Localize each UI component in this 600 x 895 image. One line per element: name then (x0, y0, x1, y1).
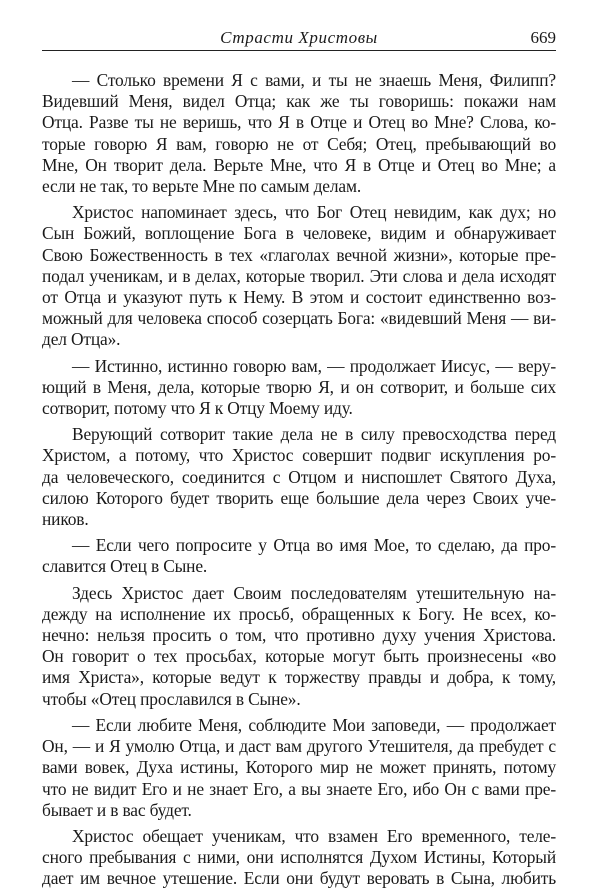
running-title: Страсти Христовы (220, 28, 378, 47)
paragraph (42, 535, 556, 577)
text-line: — Истинно, истинно говорю вам, — продолжает Иисус, — веру- (72, 355, 556, 376)
text-line: Свою Божественность в тех «глаголах вечной жизни», которые пре- (42, 244, 556, 265)
text-line: да человеческого, соединится с Отцом и ниспошлет Святого Духа, (42, 466, 556, 487)
paragraph (42, 583, 556, 710)
text-line: Мне, Он творит дела. Верьте Мне, что Я в Отце и Отец во Мне; а (42, 154, 556, 175)
book-page (42, 28, 556, 895)
text-line: — Если любите Меня, соблюдите Мои заповеди, — продолжает (72, 714, 556, 735)
paragraph (42, 424, 556, 530)
text-line: сотворит, потому что Я к Отцу Моему иду. (42, 398, 353, 419)
text-line: подал ученикам, и в делах, которые творил. Эти слова и дела исходят (42, 265, 556, 286)
running-header (42, 28, 556, 51)
text-line: от Отца и указуют путь к Нему. В этом и состоит единственно воз- (42, 287, 556, 308)
text-line: Христос напоминает здесь, что Бог Отец невидим, как дух; но (72, 202, 556, 223)
paragraph (42, 70, 556, 197)
text-line: дел Отца». (42, 329, 121, 350)
text-line: имя Христа», которые ведут к торжеству правды и добра, к тому, (42, 667, 556, 688)
text-line: Сын Божий, воплощение Бога в человеке, видим и обнаруживает (42, 223, 556, 244)
paragraph (42, 356, 556, 420)
text-line: Христос обещает ученикам, что взамен Его временного, теле- (72, 825, 556, 846)
text-line: Здесь Христос дает Своим последователям утешительную на- (72, 582, 556, 603)
text-line: чтобы «Отец прославился в Сыне». (42, 688, 301, 709)
text-line: Он говорит о тех просьбах, которые могут быть произнесены «во (42, 646, 556, 667)
text-line: ников. (42, 509, 89, 530)
text-line: можный для человека способ созерцать Бога: «видевший Меня — ви- (42, 308, 556, 329)
text-line: вами вовек, Духа истины, Которого мир не может принять, потому (42, 757, 556, 778)
text-line: сного пребывания с ними, они исполнятся Духом Истины, Который (42, 847, 556, 868)
text-line: дежду на исполнение их просьб, обращенных к Богу. Не всех, ко- (42, 603, 556, 624)
text-line: если не так, то верьте Мне по самым делам. (42, 176, 362, 197)
text-line: славится Отец в Сыне. (42, 556, 208, 577)
text-line: торые говорю Я вам, говорю не от Себя; Отец, пребывающий во (42, 133, 556, 154)
text-line: бывает и в вас будет. (42, 799, 192, 820)
text-line: силою Которого будет творить еще большие дела через Своих уче- (42, 487, 556, 508)
text-line: Видевший Меня, видел Отца; как же ты говоришь: покажи нам (42, 91, 556, 112)
text-line: дает им вечное утешение. Если они будут веровать в Сына, любить (42, 868, 556, 889)
text-line: Отца. Разве ты не веришь, что Я в Отце и Отец во Мне? Слова, ко- (42, 112, 556, 133)
text-line: что не видит Его и не знает Его, а вы знаете Его, ибо Он с вами пре- (42, 778, 556, 799)
paragraph (42, 202, 556, 350)
text-line: — Столько времени Я с вами, и ты не знаешь Меня, Филипп? (72, 70, 556, 90)
page-number: 669 (530, 28, 556, 47)
text-line: ющий в Меня, дела, которые творю Я, и он сотворит, и больше сих (42, 376, 556, 397)
text-line: Христом, а потому, что Христос совершит подвиг искупления ро- (42, 445, 556, 466)
paragraph (42, 826, 556, 890)
text-line: — Если чего попросите у Отца во имя Мое, то сделаю, да про- (72, 535, 556, 556)
body-text (42, 70, 556, 890)
text-line: Верующий сотворит такие дела не в силу превосходства перед (72, 424, 556, 445)
text-line: нечно: нельзя просить о том, что противно духу учения Христова. (42, 625, 556, 646)
paragraph (42, 715, 556, 821)
text-line: Он, — и Я умолю Отца, и даст вам другого Утешителя, да пребудет с (42, 736, 556, 757)
